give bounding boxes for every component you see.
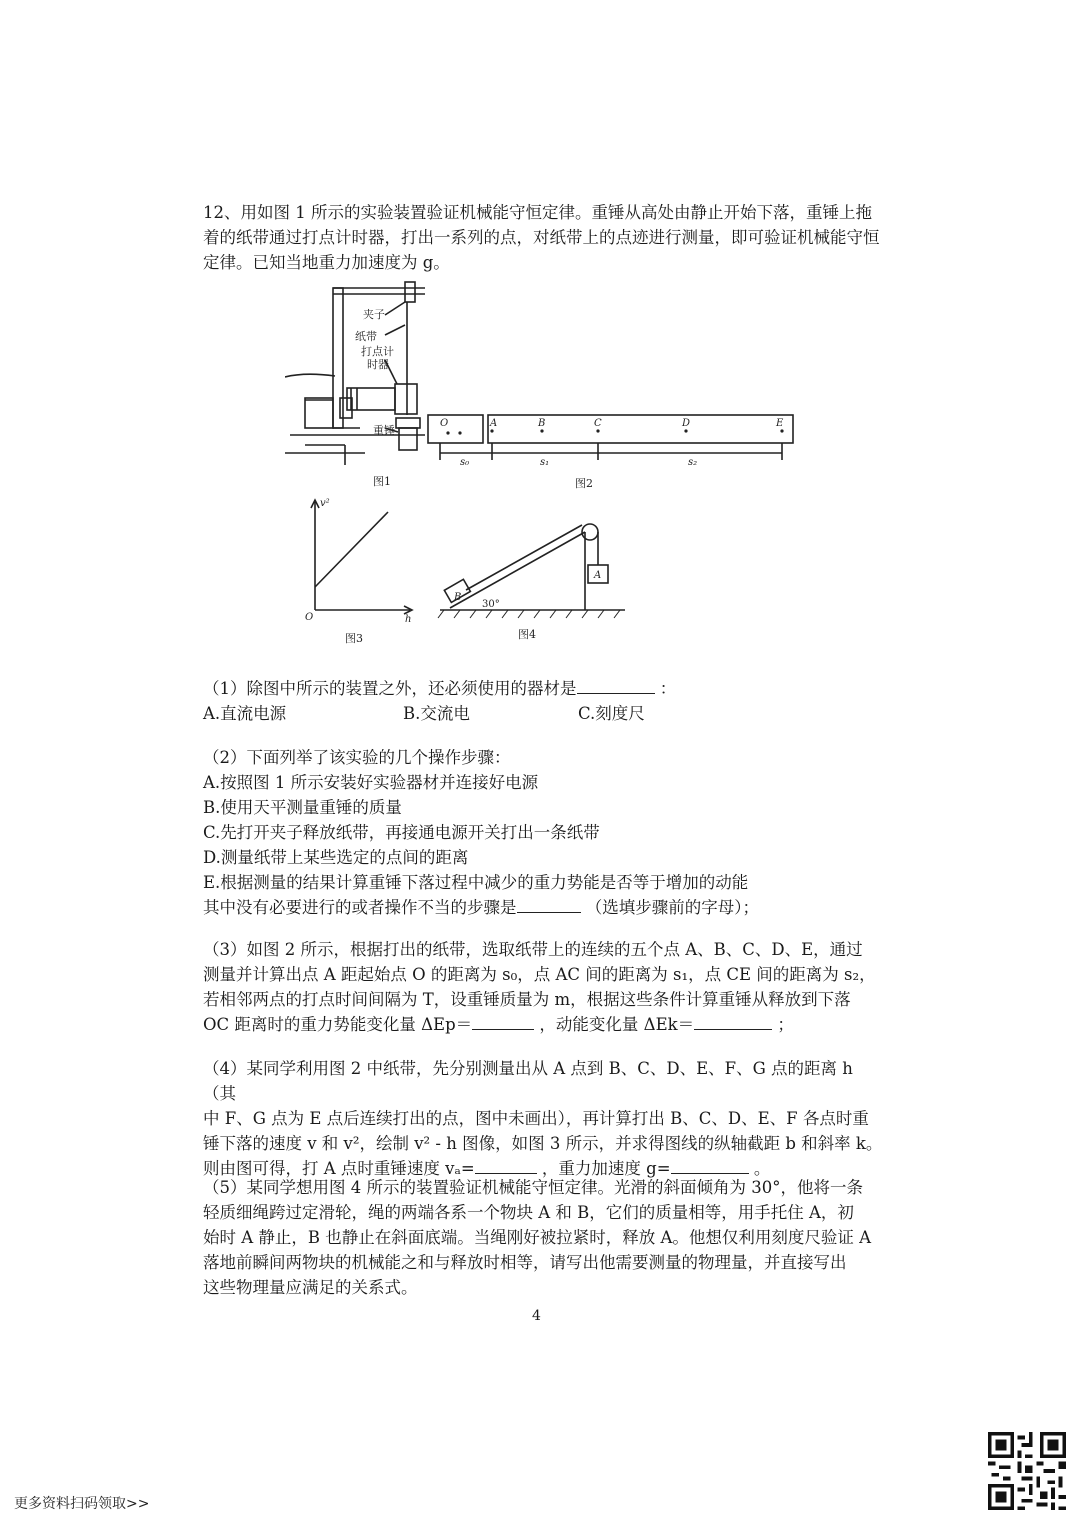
fig1-label-tape: 纸带 (355, 330, 377, 343)
fig4-block-a: A (594, 570, 602, 581)
fig2-point-a: A (490, 418, 498, 429)
part2-step-d: D.测量纸带上某些选定的点间的距离 (203, 848, 469, 867)
part4-line-2: 中 F、G 点为 E 点后连续打出的点，图中未画出），再计算打出 B、C、D、E、F 各点时重 (203, 1109, 869, 1128)
part-1: （1）除图中所示的装置之外，还必须使用的器材是 ： A.直流电源 B.交流电 C.刻度尺 (203, 676, 883, 726)
fig2-point-c: C (594, 418, 602, 429)
part2-step-e: E.根据测量的结果计算重锤下落过程中减少的重力势能是否等于增加的动能 (203, 873, 749, 892)
part-5 (203, 1175, 883, 1300)
fig3-y-label: v² (320, 498, 330, 509)
part2-stem: （2）下面列举了该实验的几个操作步骤： (203, 748, 511, 767)
part1-option-a: A.直流电源 (203, 704, 287, 723)
fig2-point-d: D (682, 418, 691, 429)
fig1-caption: 图1 (373, 475, 391, 488)
part1-answer-blank[interactable] (577, 677, 655, 694)
part5-line-5: 这些物理量应满足的关系式。 (203, 1278, 418, 1297)
part2-step-a: A.按照图 1 所示安装好实验器材并连接好电源 (203, 773, 539, 792)
fig2-seg-s0: s₀ (460, 457, 470, 468)
part-2: （2）下面列举了该实验的几个操作步骤： A.按照图 1 所示安装好实验器材并连接好电源 B.使用天平测量重锤的质量 C.先打开夹子释放纸带，再接通电源开关打出一条纸带 D.测量纸带上某些选定的点间的距离 E.根据测量的结果计算重锤下落过程中减少的重力势能是否等于增加的动能 其中没有必要进行的或者操作不当的步骤是 （选填步骤前的字母）； (203, 745, 883, 920)
page-number: 4 (532, 1308, 541, 1324)
intro-text: 12、用如图 1 所示的实验装置验证机械能守恒定律。重锤从高处由静止开始下落，重锤上拖着的纸带通过打点计时器，打出一系列的点，对纸带上的点迹进行测量，即可验证机械能守恒定律。已知当地重力加速度为 g。 (203, 203, 880, 272)
footer-cta[interactable]: 更多资料扫码领取>> (14, 1496, 150, 1512)
part3-line-1: （3）如图 2 所示，根据打出的纸带，选取纸带上的连续的五个点 A、B、C、D、E，通过 (203, 940, 863, 959)
fig2-point-b: B (538, 418, 546, 429)
part5-line-3: 始时 A 静止，B 也静止在斜面底端。当绳刚好被拉紧时，释放 A。他想仅利用刻度尺验证 A (203, 1228, 872, 1247)
figure-3 (300, 492, 420, 647)
part1-stem: （1）除图中所示的装置之外，还必须使用的器材是 (203, 679, 577, 698)
figure-1 (285, 280, 440, 495)
fig4-block-b: B (454, 592, 462, 603)
part3-line-2: 测量并计算出点 A 距起始点 O 的距离为 s₀，点 AC 间的距离为 s₁，点 CE 间的距离为 s₂， (203, 965, 876, 984)
fig2-caption: 图2 (575, 477, 593, 490)
figure-2 (420, 405, 800, 490)
part5-line-4: 落地前瞬间两物块的机械能之和与释放时相等，请写出他需要测量的物理量，并直接写出 (203, 1253, 847, 1272)
fig2-point-o: O (440, 418, 449, 429)
question-intro (203, 200, 883, 275)
figure-4 (430, 510, 630, 645)
part5-line-1: （5）某同学想用图 4 所示的装置验证机械能守恒定律。光滑的斜面倾角为 30°，他将一条 (203, 1178, 863, 1197)
fig1-label-timer-2: 时器 (367, 358, 389, 371)
fig2-seg-s2: s₂ (688, 457, 698, 468)
part2-step-c: C.先打开夹子释放纸带，再接通电源开关打出一条纸带 (203, 823, 600, 842)
fig2-seg-s1: s₁ (540, 457, 550, 468)
qr-code-icon[interactable] (988, 1432, 1066, 1510)
fig3-x-label: h (405, 614, 412, 625)
part4-va-blank[interactable] (475, 1157, 537, 1174)
part5-line-2: 轻质细绳跨过定滑轮，绳的两端各系一个物块 A 和 B，它们的质量相等，用手托住 A，初 (203, 1203, 854, 1222)
part4-line-1: （4）某同学利用图 2 中纸带，先分别测量出从 A 点到 B、C、D、E、F、G 点的距离 h（其 (203, 1059, 853, 1103)
part4-g-blank[interactable] (671, 1157, 749, 1174)
part3-ek-blank[interactable] (694, 1013, 772, 1030)
fig4-angle: 30° (482, 599, 500, 610)
part-4: （4）某同学利用图 2 中纸带，先分别测量出从 A 点到 B、C、D、E、F、G 点的距离 h（其 中 F、G 点为 E 点后连续打出的点，图中未画出），再计算打出 B、C、D、E、F 各点时重 锤下落的速度 v 和 v²，绘制 v² - h 图像，如图 3 所示，并求得图线的纵轴截距 b 和斜率 k。 则由图可得，打 A 点时重锤速度 vₐ= ，重力加速度 g= 。 (203, 1056, 883, 1181)
fig1-label-weight: 重锤 (373, 424, 395, 437)
fig1-label-clip: 夹子 (363, 308, 385, 321)
fig2-point-e: E (776, 418, 784, 429)
part3-line-3: 若相邻两点的打点时间间隔为 T，设重锤质量为 m，根据这些条件计算重锤从释放到下落 (203, 990, 851, 1009)
fig3-caption: 图3 (345, 632, 363, 645)
part2-step-b: B.使用天平测量重锤的质量 (203, 798, 402, 817)
part-3: （3）如图 2 所示，根据打出的纸带，选取纸带上的连续的五个点 A、B、C、D、E，通过 测量并计算出点 A 距起始点 O 的距离为 s₀，点 AC 间的距离为 s₁，点 CE 间的距离为 s₂， 若相邻两点的打点时间间隔为 T，设重锤质量为 m，根据这些条件计算重锤从释放到下落 OC 距离时的重力势能变化量 ΔEp＝ ，动能变化量 ΔEk＝ ； (203, 937, 883, 1037)
part1-option-b: B.交流电 (403, 704, 470, 723)
part4-line-3: 锤下落的速度 v 和 v²，绘制 v² - h 图像，如图 3 所示，并求得图线的纵轴截距 b 和斜率 k。 (203, 1134, 883, 1153)
fig4-caption: 图4 (518, 628, 536, 641)
fig3-origin: O (305, 612, 314, 623)
fig1-label-timer-1: 打点计 (361, 345, 394, 358)
part2-answer-blank[interactable] (517, 896, 581, 913)
part3-ep-blank[interactable] (472, 1013, 534, 1030)
part1-option-c: C.刻度尺 (578, 704, 645, 723)
